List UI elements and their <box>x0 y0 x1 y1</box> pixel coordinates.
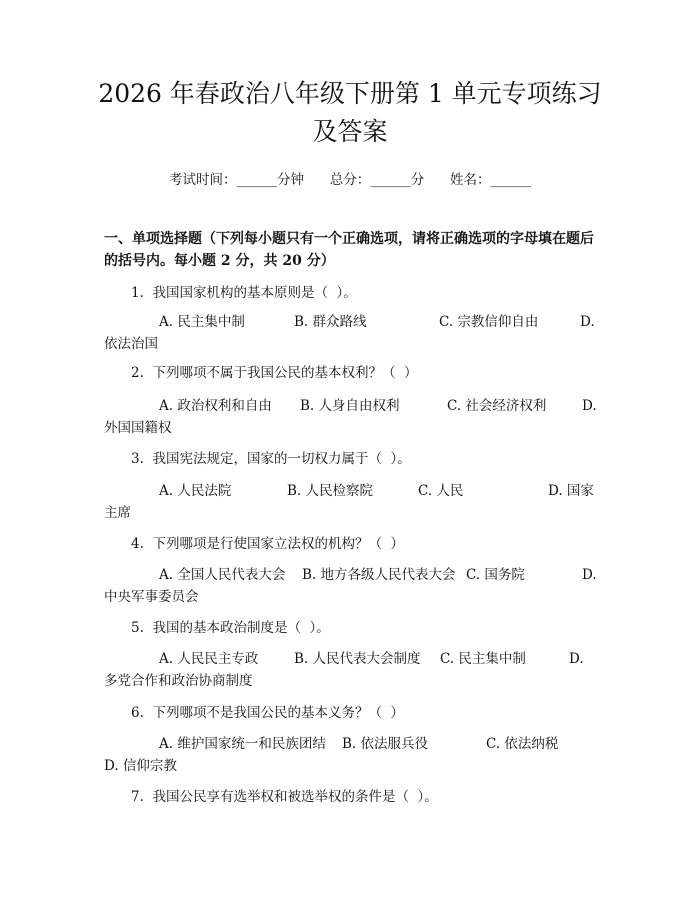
question-2-options <box>104 395 604 439</box>
option-c: C. 国务院 <box>466 567 525 583</box>
option-d: D. <box>582 398 597 414</box>
option-d: D. 国家 <box>548 483 594 499</box>
question-6-options <box>104 733 604 777</box>
question-1-stem: 1. 我国国家机构的基本原则是（ ）。 <box>131 285 357 301</box>
section-heading: 一、单项选择题（下列每小题只有一个正确选项，请将正确选项的字母填在题后的括号内。每小题 2 分，共 20 分） <box>104 231 594 269</box>
option-continuation: 主席 <box>104 505 131 521</box>
option-a: A. 人民民主专政 <box>159 651 259 667</box>
question-6-stem: 6. 下列哪项不是我国公民的基本义务？（ ） <box>131 705 405 721</box>
option-continuation: 多党合作和政治协商制度 <box>104 673 253 689</box>
question-3-options <box>104 480 604 524</box>
option-b: B. 人民检察院 <box>287 483 374 499</box>
option-b: B. 群众路线 <box>294 314 367 330</box>
question-2-stem: 2. 下列哪项不属于我国公民的基本权利？（ ） <box>131 365 418 381</box>
question-4-stem: 4. 下列哪项是行使国家立法权的机构？（ ） <box>131 536 405 552</box>
option-a: A. 人民法院 <box>159 483 232 499</box>
option-b: B. 人身自由权利 <box>300 398 400 414</box>
option-a: A. 政治权利和自由 <box>159 398 272 414</box>
option-a: A. 维护国家统一和民族团结 <box>159 736 326 752</box>
question-4-options <box>104 564 604 608</box>
option-b: B. 人民代表大会制度 <box>294 651 421 667</box>
option-continuation: 外国国籍权 <box>104 420 172 436</box>
option-b: B. 地方各级人民代表大会 <box>302 567 456 583</box>
document-title <box>90 75 610 151</box>
option-d: D. <box>582 567 597 583</box>
option-c: C. 民主集中制 <box>440 651 526 667</box>
option-d: D. 信仰宗教 <box>104 758 177 774</box>
question-7-stem: 7. 我国公民享有选举权和被选举权的条件是（ ）。 <box>131 789 438 805</box>
question-5-options <box>104 648 604 692</box>
option-d: D. <box>569 651 584 667</box>
option-c: C. 社会经济权利 <box>447 398 547 414</box>
option-d: D. <box>580 314 595 330</box>
option-b: B. 依法服兵役 <box>342 736 429 752</box>
option-continuation: 依法治国 <box>104 336 158 352</box>
title-line-1: 2026 年春政治八年级下册第 1 单元专项练习 <box>98 79 602 108</box>
question-1-options <box>104 311 604 355</box>
exam-meta-line: 考试时间：______分钟 总分：______分 姓名：______ <box>169 172 531 188</box>
option-a: A. 民主集中制 <box>159 314 245 330</box>
option-c: C. 人民 <box>418 483 464 499</box>
option-c: C. 依法纳税 <box>486 736 559 752</box>
option-a: A. 全国人民代表大会 <box>159 567 286 583</box>
question-5-stem: 5. 我国的基本政治制度是（ ）。 <box>131 620 330 636</box>
option-continuation: 中央军事委员会 <box>104 589 199 605</box>
title-line-2: 及答案 <box>312 117 388 146</box>
question-3-stem: 3. 我国宪法规定，国家的一切权力属于（ ）。 <box>131 451 411 467</box>
option-c: C. 宗教信仰自由 <box>439 314 539 330</box>
